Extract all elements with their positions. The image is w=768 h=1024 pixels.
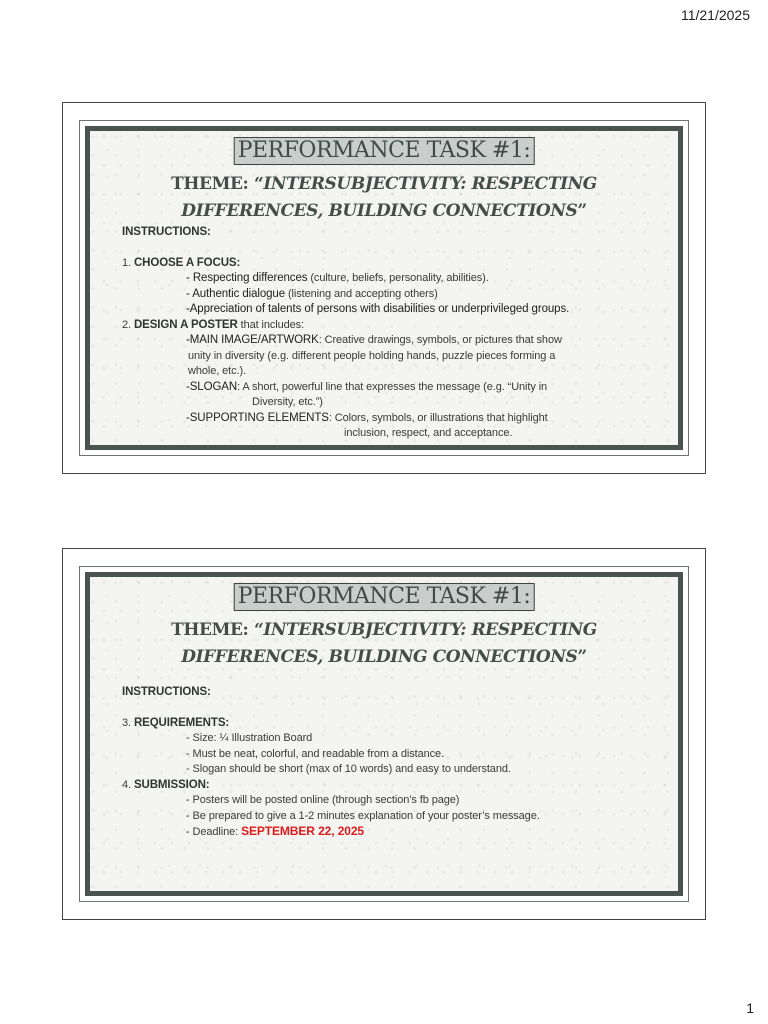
slide-title: PERFORMANCE TASK #1: [234, 583, 535, 611]
requirement-slogan: - Slogan should be short (max of 10 words) and easy to understand. [186, 763, 511, 775]
slide-title: PERFORMANCE TASK #1: [234, 137, 535, 165]
print-date: 11/21/2025 [680, 7, 750, 23]
section-design-poster: 2. DESIGN A POSTER that includes: [122, 318, 305, 331]
slide-theme: THEME: “INTERSUBJECTIVITY: RESPECTING DIFFERENCES, BUILDING CONNECTIONS” [171, 174, 597, 221]
slide-2 [62, 548, 706, 920]
poster-slogan-cont: Diversity, etc.”) [252, 396, 323, 408]
section-submission: 4. SUBMISSION: [122, 778, 210, 791]
submission-online: - Posters will be posted online (through section’s fb page) [186, 794, 460, 806]
poster-slogan: -SLOGAN: A short, powerful line that expresses the message (e.g. “Unity in [186, 380, 548, 393]
poster-main-image-cont2: whole, etc.). [188, 365, 247, 377]
focus-item-appreciation: -Appreciation of talents of persons with disabilities or underprivileged groups. [186, 303, 570, 315]
poster-main-image: -MAIN IMAGE/ARTWORK: Creative drawings, symbols, or pictures that show [186, 334, 562, 346]
poster-main-image-cont1: unity in diversity (e.g. different people holding hands, puzzle pieces forming a [188, 349, 556, 362]
section-choose-focus: 1. CHOOSE A FOCUS: [122, 256, 241, 269]
instructions-label: INSTRUCTIONS: [122, 686, 211, 698]
slide-frame [85, 572, 683, 896]
slide-theme: THEME: “INTERSUBJECTIVITY: RESPECTING DIFFERENCES, BUILDING CONNECTIONS” [171, 620, 597, 667]
slide-frame [85, 126, 683, 450]
slide-1 [62, 102, 706, 474]
poster-supporting: -SUPPORTING ELEMENTS: Colors, symbols, or illustrations that highlight [186, 411, 548, 424]
requirement-size: - Size: ¼ Illustration Board [186, 732, 313, 744]
section-requirements: 3. REQUIREMENTS: [122, 716, 230, 729]
instructions-label: INSTRUCTIONS: [122, 226, 211, 238]
instructions-content [122, 225, 670, 442]
requirement-neat: - Must be neat, colorful, and readable from a distance. [186, 747, 445, 760]
deadline-date: SEPTEMBER 22, 2025 [241, 824, 364, 838]
poster-supporting-cont: inclusion, respect, and acceptance. [344, 427, 513, 439]
submission-explanation: - Be prepared to give a 1-2 minutes explanation of your poster’s message. [186, 809, 540, 822]
instructions-content [122, 685, 670, 841]
page-number: 1 [746, 1000, 754, 1016]
focus-item-respecting: - Respecting differences (culture, beliefs, personality, abilities). [186, 272, 489, 284]
focus-item-dialogue: - Authentic dialogue (listening and accepting others) [186, 287, 438, 300]
submission-deadline: - Deadline: SEPTEMBER 22, 2025 [186, 824, 364, 838]
